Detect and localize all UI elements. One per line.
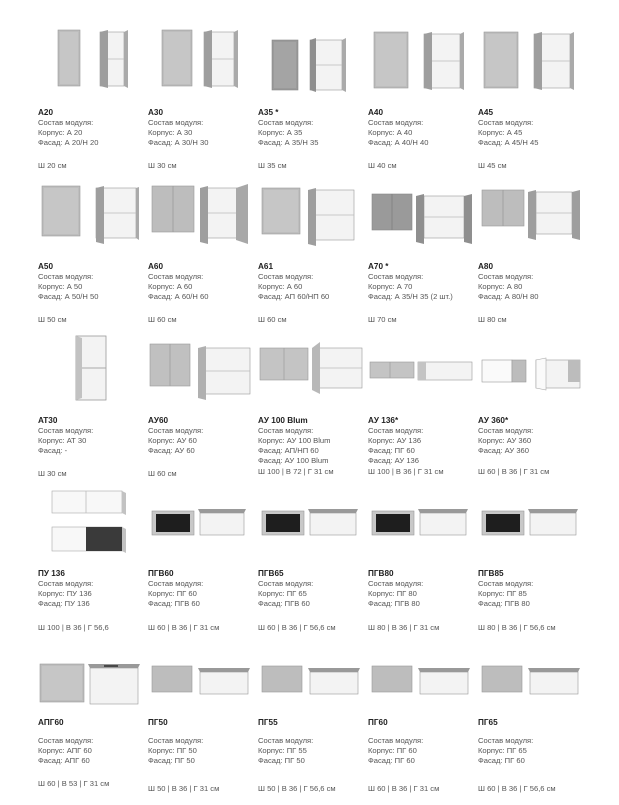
module-image xyxy=(478,620,586,720)
module-heading: Состав модуля: xyxy=(38,426,94,435)
module-code: A45 xyxy=(478,108,494,117)
module-code: AУ 100 Blum xyxy=(258,416,308,425)
module-facade-line: Фасад: ПГВ 60 xyxy=(258,599,310,608)
module-facade-line: Фасад: А 60/Н 60 xyxy=(148,292,209,301)
module-dimensions: Ш 20 см xyxy=(38,161,67,170)
module-image xyxy=(148,620,256,720)
module-code: A61 xyxy=(258,262,274,271)
module-code: ПГ60 xyxy=(368,718,388,727)
module-heading: Состав модуля: xyxy=(368,736,424,745)
module-image xyxy=(368,620,476,720)
module-code: AУ 136* xyxy=(368,416,399,425)
module-code: A60 xyxy=(148,262,164,271)
module-dimensions: Ш 100 | В 36 | Г 56,6 xyxy=(38,623,109,632)
module-code: ПУ 136 xyxy=(38,569,65,578)
module-facade-line: Фасад: ПУ 136 xyxy=(38,599,90,608)
module-facade-line: Фасад: АПГ 60 xyxy=(38,756,90,765)
module-image xyxy=(478,154,586,254)
module-image xyxy=(258,308,366,408)
module-heading: Состав модуля: xyxy=(148,579,204,588)
module-facade-line: Фасад: ПГ 60 xyxy=(478,756,525,765)
module-code: A30 xyxy=(148,108,164,117)
module-code: A35 * xyxy=(258,108,279,117)
module-heading: Состав модуля: xyxy=(148,426,204,435)
module-body-line: Корпус: ПГ 65 xyxy=(478,746,527,755)
module-body-line: Корпус: А 60 xyxy=(148,282,193,291)
module-dimensions: Ш 80 | В 36 | Г 56,6 см xyxy=(478,623,556,632)
module-heading: Состав модуля: xyxy=(38,118,94,127)
module-body-line: Корпус: ПГ 65 xyxy=(258,589,307,598)
module-body-line: Корпус: АУ 360 xyxy=(478,436,532,445)
module-facade-line: Фасад: А 80/Н 80 xyxy=(478,292,539,301)
module-body-line: Корпус: А 80 xyxy=(478,282,523,291)
module-dimensions: Ш 50 см xyxy=(38,315,67,324)
module-code: A70 * xyxy=(368,262,389,271)
module-dimensions: Ш 50 | В 36 | Г 31 см xyxy=(148,784,220,793)
module-facade-line: Фасад: - xyxy=(38,446,68,455)
module-image xyxy=(148,308,256,408)
module-body-line: Корпус: АТ 30 xyxy=(38,436,87,445)
module-dimensions: Ш 80 см xyxy=(478,315,507,324)
module-body-line: Корпус: ПУ 136 xyxy=(38,589,92,598)
module-body-line: Корпус: А 60 xyxy=(258,282,303,291)
module-body-line: Корпус: ПГ 85 xyxy=(478,589,527,598)
module-code: A40 xyxy=(368,108,384,117)
module-dimensions: Ш 70 см xyxy=(368,315,397,324)
module-body-line: Корпус: АУ 60 xyxy=(148,436,197,445)
module-dimensions: Ш 30 см xyxy=(148,161,177,170)
module-body-line: Корпус: А 45 xyxy=(478,128,523,137)
module-image xyxy=(478,0,586,100)
module-heading: Состав модуля: xyxy=(148,118,204,127)
module-image xyxy=(258,620,366,720)
module-image xyxy=(258,0,366,100)
module-heading: Состав модуля: xyxy=(258,736,314,745)
module-dimensions: Ш 60 | В 53 | Г 31 см xyxy=(38,779,110,788)
module-facade-line: Фасад: ПГ 60 xyxy=(368,446,415,455)
module-image xyxy=(258,154,366,254)
module-dimensions: Ш 50 | В 36 | Г 56,6 см xyxy=(258,784,336,793)
module-dimensions: Ш 100 | В 72 | Г 31 см xyxy=(258,467,334,476)
module-body-line: Корпус: А 40 xyxy=(368,128,413,137)
module-heading: Состав модуля: xyxy=(38,272,94,281)
module-facade-line: Фасад: ПГВ 60 xyxy=(148,599,200,608)
module-dimensions: Ш 45 см xyxy=(478,161,507,170)
module-image xyxy=(38,463,146,563)
module-facade-line: Фасад: А 45/Н 45 xyxy=(478,138,539,147)
module-heading: Состав модуля: xyxy=(478,736,534,745)
module-facade-line: Фасад: А 35/Н 35 (2 шт.) xyxy=(368,292,453,301)
module-body-line: Корпус: ПГ 50 xyxy=(148,746,197,755)
module-body-line: Корпус: АУ 136 xyxy=(368,436,422,445)
module-facade-line: Фасад: А 20/Н 20 xyxy=(38,138,99,147)
module-heading: Состав модуля: xyxy=(368,426,424,435)
module-image xyxy=(368,463,476,563)
module-heading: Состав модуля: xyxy=(368,579,424,588)
module-body-line: Корпус: А 50 xyxy=(38,282,83,291)
module-dimensions: Ш 60 | В 36 | Г 56,6 см xyxy=(478,784,556,793)
module-dimensions: Ш 100 | В 36 | Г 31 см xyxy=(368,467,444,476)
module-dimensions: Ш 60 | В 36 | Г 56,6 см xyxy=(258,623,336,632)
module-dimensions: Ш 60 см xyxy=(148,469,177,478)
module-code: AУ 360* xyxy=(478,416,509,425)
module-heading: Состав модуля: xyxy=(148,736,204,745)
module-image xyxy=(368,154,476,254)
module-facade-line: Фасад: АП/НП 60 xyxy=(258,446,319,455)
module-body-line: Корпус: АПГ 60 xyxy=(38,746,92,755)
module-code: ПГВ85 xyxy=(478,569,504,578)
module-heading: Состав модуля: xyxy=(478,579,534,588)
module-heading: Состав модуля: xyxy=(258,579,314,588)
module-body-line: Корпус: А 20 xyxy=(38,128,83,137)
module-heading: Состав модуля: xyxy=(258,118,314,127)
module-dimensions: Ш 60 | В 36 | Г 31 см xyxy=(478,467,550,476)
module-heading: Состав модуля: xyxy=(148,272,204,281)
module-image xyxy=(148,0,256,100)
module-body-line: Корпус: ПГ 60 xyxy=(148,589,197,598)
module-code: A80 xyxy=(478,262,494,271)
module-heading: Состав модуля: xyxy=(368,118,424,127)
module-facade-line: Фасад: ПГВ 80 xyxy=(478,599,530,608)
module-image xyxy=(148,463,256,563)
module-facade-line: Фасад: А 30/Н 30 xyxy=(148,138,209,147)
module-image xyxy=(148,154,256,254)
module-dimensions: Ш 40 см xyxy=(368,161,397,170)
module-image xyxy=(38,620,146,720)
module-heading: Состав модуля: xyxy=(368,272,424,281)
module-heading: Состав модуля: xyxy=(38,736,94,745)
module-dimensions: Ш 35 см xyxy=(258,161,287,170)
module-facade-line: Фасад: А 40/Н 40 xyxy=(368,138,429,147)
module-image xyxy=(478,308,586,408)
module-code: AПГ60 xyxy=(38,718,64,727)
module-heading: Состав модуля: xyxy=(38,579,94,588)
module-facade-line: Фасад: АУ 100 Blum xyxy=(258,456,329,465)
module-heading: Состав модуля: xyxy=(258,426,314,435)
module-facade-line: Фасад: ПГ 60 xyxy=(368,756,415,765)
module-facade-line: Фасад: ПГ 50 xyxy=(258,756,305,765)
module-code: ПГ55 xyxy=(258,718,278,727)
module-heading: Состав модуля: xyxy=(478,118,534,127)
module-code: AУ60 xyxy=(148,416,169,425)
module-facade-line: Фасад: АУ 60 xyxy=(148,446,195,455)
module-code: AT30 xyxy=(38,416,58,425)
module-image xyxy=(368,0,476,100)
module-image xyxy=(38,154,146,254)
module-image xyxy=(368,308,476,408)
module-dimensions: Ш 60 см xyxy=(258,315,287,324)
module-code: ПГ65 xyxy=(478,718,498,727)
module-image xyxy=(38,0,146,100)
module-dimensions: Ш 60 | В 36 | Г 31 см xyxy=(368,784,440,793)
module-body-line: Корпус: ПГ 80 xyxy=(368,589,417,598)
module-facade-line: Фасад: ПГВ 80 xyxy=(368,599,420,608)
module-facade-line: Фасад: А 50/Н 50 xyxy=(38,292,99,301)
module-dimensions: Ш 60 см xyxy=(148,315,177,324)
module-facade-line: Фасад: А 35/Н 35 xyxy=(258,138,319,147)
module-dimensions: Ш 30 см xyxy=(38,469,67,478)
module-heading: Состав модуля: xyxy=(258,272,314,281)
module-code: ПГВ80 xyxy=(368,569,394,578)
module-code: ПГВ60 xyxy=(148,569,174,578)
module-facade-line: Фасад: ПГ 50 xyxy=(148,756,195,765)
module-body-line: Корпус: А 35 xyxy=(258,128,303,137)
module-image xyxy=(258,463,366,563)
module-heading: Состав модуля: xyxy=(478,272,534,281)
module-code: ПГ50 xyxy=(148,718,168,727)
module-body-line: Корпус: ПГ 60 xyxy=(368,746,417,755)
module-body-line: Корпус: ПГ 55 xyxy=(258,746,307,755)
module-image xyxy=(478,463,586,563)
module-body-line: Корпус: АУ 100 Blum xyxy=(258,436,331,445)
module-facade-line: Фасад: АП 60/НП 60 xyxy=(258,292,330,301)
module-body-line: Корпус: А 30 xyxy=(148,128,193,137)
module-heading: Состав модуля: xyxy=(478,426,534,435)
module-code: A20 xyxy=(38,108,54,117)
module-body-line: Корпус: А 70 xyxy=(368,282,413,291)
module-code: A50 xyxy=(38,262,54,271)
module-dimensions: Ш 60 | В 36 | Г 31 см xyxy=(148,623,220,632)
module-code: ПГВ65 xyxy=(258,569,284,578)
module-facade-line: Фасад: АУ 360 xyxy=(478,446,530,455)
module-facade-line: Фасад: АУ 136 xyxy=(368,456,420,465)
module-dimensions: Ш 80 | В 36 | Г 31 см xyxy=(368,623,440,632)
module-image xyxy=(38,308,146,408)
